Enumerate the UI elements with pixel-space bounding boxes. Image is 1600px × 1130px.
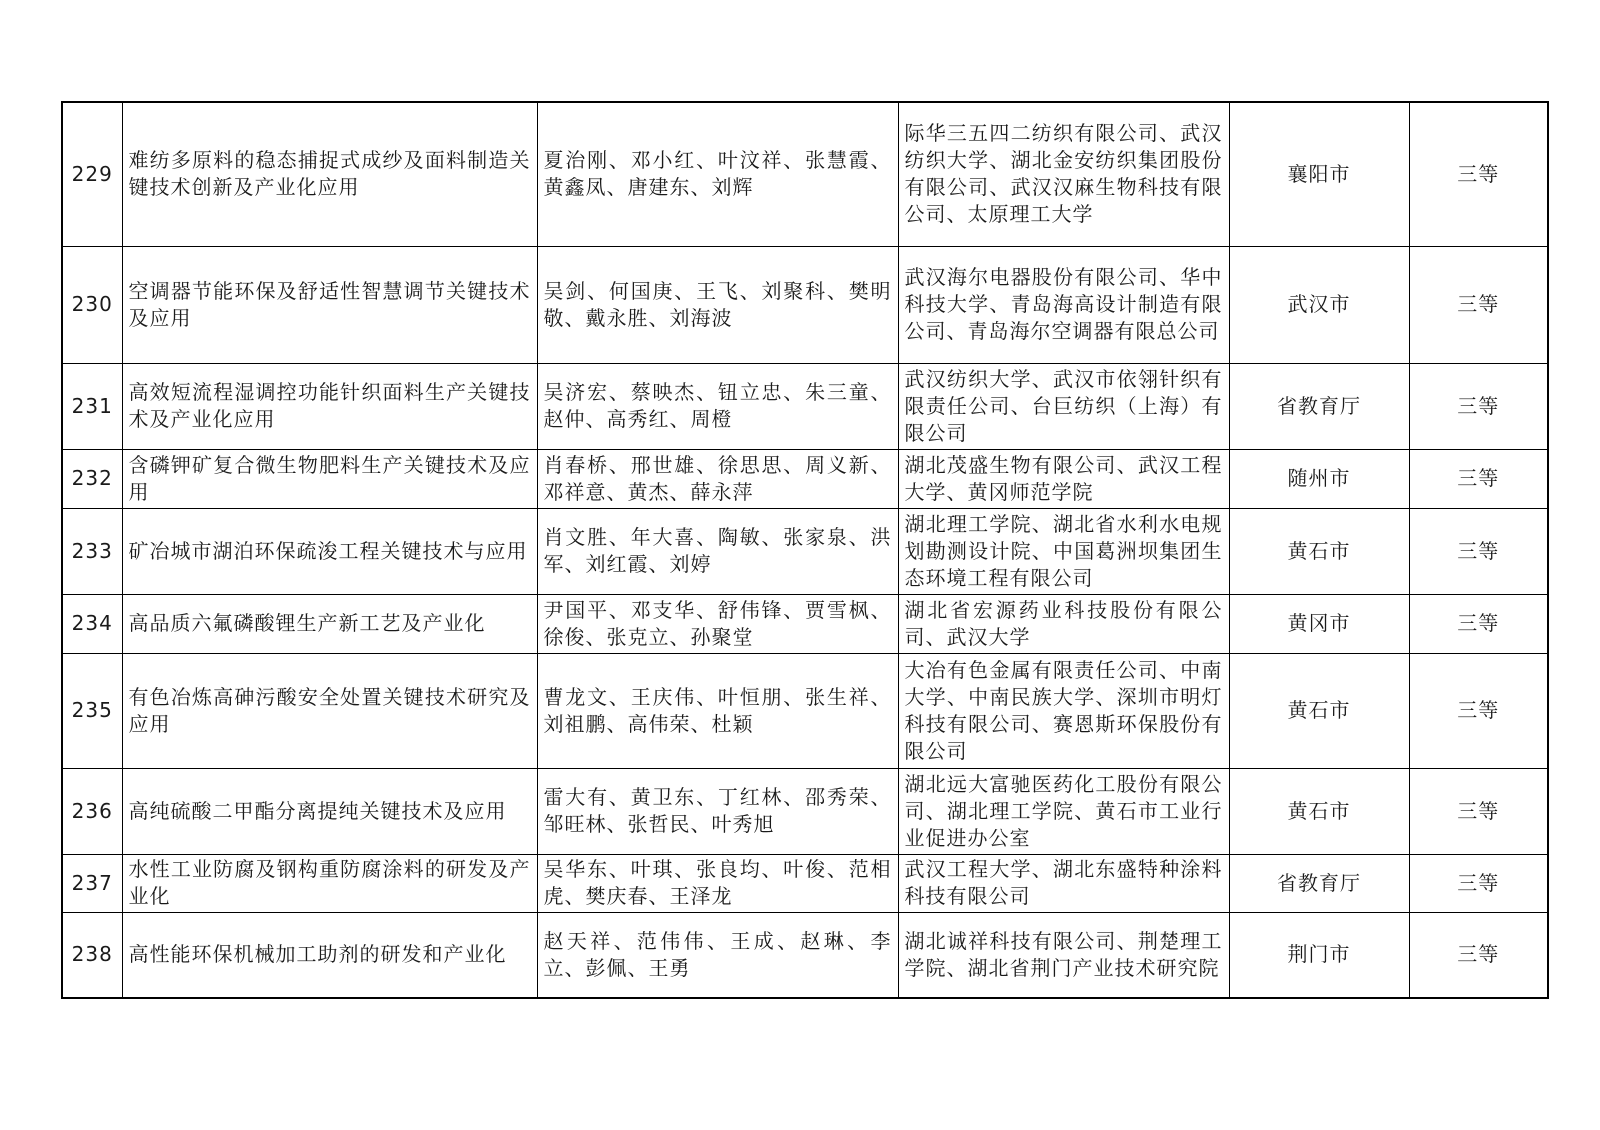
contributors: 雷大有、黄卫东、丁红林、邵秀荣、邹旺林、张哲民、叶秀旭 [537, 768, 898, 854]
award-level: 三等 [1409, 653, 1548, 768]
nominating-unit: 省教育厅 [1229, 363, 1409, 449]
nominating-unit: 荆门市 [1229, 912, 1409, 998]
table-row [62, 449, 1548, 508]
nominating-unit: 武汉市 [1229, 246, 1409, 363]
project-title: 高纯硫酸二甲酯分离提纯关键技术及应用 [122, 768, 537, 854]
row-number: 235 [62, 653, 122, 768]
table-row [62, 246, 1548, 363]
award-level: 三等 [1409, 449, 1548, 508]
nominating-unit: 省教育厅 [1229, 854, 1409, 912]
project-title: 含磷钾矿复合微生物肥料生产关键技术及应用 [122, 449, 537, 508]
organizations: 湖北省宏源药业科技股份有限公司、武汉大学 [898, 594, 1229, 653]
table-row [62, 912, 1548, 998]
table-row [62, 653, 1548, 768]
award-level: 三等 [1409, 508, 1548, 594]
nominating-unit: 黄石市 [1229, 768, 1409, 854]
project-title: 高性能环保机械加工助剂的研发和产业化 [122, 912, 537, 998]
table-row [62, 102, 1548, 246]
project-title: 水性工业防腐及钢构重防腐涂料的研发及产业化 [122, 854, 537, 912]
contributors: 夏治刚、邓小红、叶汶祥、张慧霞、黄鑫凤、唐建东、刘辉 [537, 102, 898, 246]
project-title: 高效短流程湿调控功能针织面料生产关键技术及产业化应用 [122, 363, 537, 449]
row-number: 232 [62, 449, 122, 508]
nominating-unit: 黄冈市 [1229, 594, 1409, 653]
contributors: 肖春桥、邢世雄、徐思思、周义新、邓祥意、黄杰、薛永萍 [537, 449, 898, 508]
contributors: 吴剑、何国庚、王飞、刘聚科、樊明敬、戴永胜、刘海波 [537, 246, 898, 363]
contributors: 尹国平、邓支华、舒伟锋、贾雪枫、徐俊、张克立、孙聚堂 [537, 594, 898, 653]
organizations: 武汉海尔电器股份有限公司、华中科技大学、青岛海高设计制造有限公司、青岛海尔空调器有限总公司 [898, 246, 1229, 363]
organizations: 湖北诚祥科技有限公司、荆楚理工学院、湖北省荆门产业技术研究院 [898, 912, 1229, 998]
nominating-unit: 襄阳市 [1229, 102, 1409, 246]
row-number: 237 [62, 854, 122, 912]
award-level: 三等 [1409, 912, 1548, 998]
table-row [62, 363, 1548, 449]
row-number: 238 [62, 912, 122, 998]
award-level: 三等 [1409, 594, 1548, 653]
row-number: 229 [62, 102, 122, 246]
project-title: 矿冶城市湖泊环保疏浚工程关键技术与应用 [122, 508, 537, 594]
award-level: 三等 [1409, 854, 1548, 912]
row-number: 236 [62, 768, 122, 854]
table-row [62, 508, 1548, 594]
organizations: 际华三五四二纺织有限公司、武汉纺织大学、湖北金安纺织集团股份有限公司、武汉汉麻生物科技有限公司、太原理工大学 [898, 102, 1229, 246]
project-title: 高品质六氟磷酸锂生产新工艺及产业化 [122, 594, 537, 653]
award-level: 三等 [1409, 768, 1548, 854]
award-level: 三等 [1409, 363, 1548, 449]
organizations: 武汉工程大学、湖北东盛特种涂料科技有限公司 [898, 854, 1229, 912]
contributors: 肖文胜、年大喜、陶敏、张家泉、洪军、刘红霞、刘婷 [537, 508, 898, 594]
contributors: 吴济宏、蔡映杰、钮立忠、朱三童、赵仲、高秀红、周橙 [537, 363, 898, 449]
contributors: 吴华东、叶琪、张良均、叶俊、范相虎、樊庆春、王泽龙 [537, 854, 898, 912]
project-title: 空调器节能环保及舒适性智慧调节关键技术及应用 [122, 246, 537, 363]
award-table-body [62, 102, 1548, 998]
row-number: 231 [62, 363, 122, 449]
award-level: 三等 [1409, 246, 1548, 363]
organizations: 湖北理工学院、湖北省水利水电规划勘测设计院、中国葛洲坝集团生态环境工程有限公司 [898, 508, 1229, 594]
organizations: 武汉纺织大学、武汉市依翎针织有限责任公司、台巨纺织（上海）有限公司 [898, 363, 1229, 449]
award-table [61, 101, 1549, 999]
project-title: 有色冶炼高砷污酸安全处置关键技术研究及应用 [122, 653, 537, 768]
row-number: 233 [62, 508, 122, 594]
organizations: 湖北远大富驰医药化工股份有限公司、湖北理工学院、黄石市工业行业促进办公室 [898, 768, 1229, 854]
nominating-unit: 黄石市 [1229, 653, 1409, 768]
organizations: 湖北茂盛生物有限公司、武汉工程大学、黄冈师范学院 [898, 449, 1229, 508]
table-row [62, 768, 1548, 854]
row-number: 230 [62, 246, 122, 363]
organizations: 大冶有色金属有限责任公司、中南大学、中南民族大学、深圳市明灯科技有限公司、赛恩斯环保股份有限公司 [898, 653, 1229, 768]
nominating-unit: 随州市 [1229, 449, 1409, 508]
contributors: 曹龙文、王庆伟、叶恒朋、张生祥、刘祖鹏、高伟荣、杜颖 [537, 653, 898, 768]
nominating-unit: 黄石市 [1229, 508, 1409, 594]
award-level: 三等 [1409, 102, 1548, 246]
table-row [62, 594, 1548, 653]
project-title: 难纺多原料的稳态捕捉式成纱及面料制造关键技术创新及产业化应用 [122, 102, 537, 246]
row-number: 234 [62, 594, 122, 653]
contributors: 赵天祥、范伟伟、王成、赵琳、李立、彭佩、王勇 [537, 912, 898, 998]
table-row [62, 854, 1548, 912]
